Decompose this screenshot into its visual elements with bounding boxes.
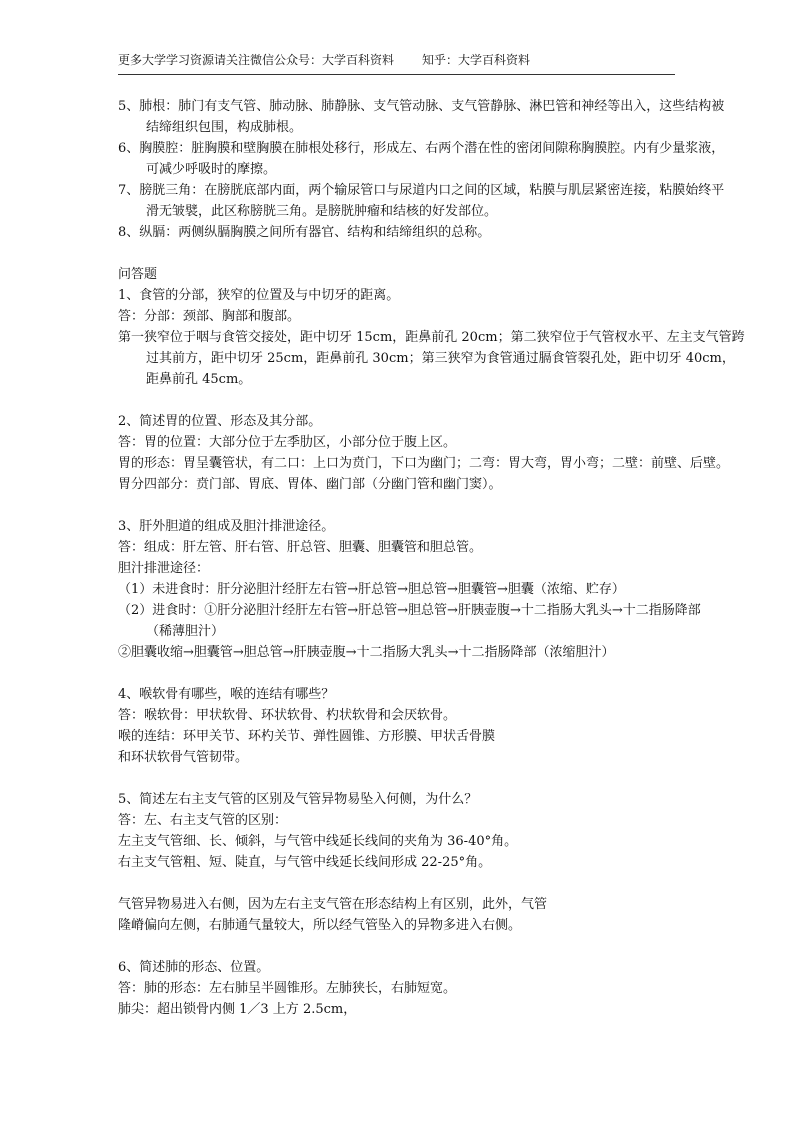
answer-line: 答：左、右主支气管的区别： [118,813,288,828]
answer-line: 距鼻前孔 45cm。 [146,372,252,387]
answer-line: 肺尖：超出锁骨内侧 1／3 上方 2.5cm， [118,1002,357,1017]
question-1 [118,285,745,390]
header-zhihu-note: 知乎：大学百科资料 [422,53,531,67]
definition-line: 滑无皱襞，此区称膀胱三角。是膀胱肿瘤和结核的好发部位。 [146,204,498,219]
question-2 [118,411,730,495]
question-text: 3、肝外胆道的组成及胆汁排泄途径。 [118,519,335,534]
question-text: 6、简述肺的形态、位置。 [118,960,270,975]
definition-6 [118,138,725,180]
section-title: 问答题 [118,267,158,282]
question-text: 4、喉软骨有哪些，喉的连结有哪些？ [118,687,335,702]
definition-line: 结缔组织包围，构成肺根。 [146,120,303,135]
answer-line: 胃的形态：胃呈囊管状，有二口：上口为贲门，下口为幽门；二弯：胃大弯，胃小弯；二壁：前壁、后壁。 [118,456,730,471]
answer-line: （1）未进食时：肝分泌胆汁经肝左右管→肝总管→胆总管→胆囊管→胆囊（浓缩、贮存） [118,582,625,597]
definition-8 [118,222,678,243]
definition-line: 8、纵膈：两侧纵膈胸膜之间所有器官、结构和结缔组织的总称。 [118,225,491,240]
answer-line: 隆嵴偏向左侧，右肺通气量较大，所以经气管坠入的异物多进入右侧。 [118,918,522,933]
answer-line: 和环状软骨气管韧带。 [118,750,249,765]
answer-line: 气管异物易进入右侧，因为左右主支气管在形态结构上有区别，此外，气管 [118,897,548,912]
answer-line: （稀薄胆汁） [146,624,225,639]
answer-line: 左主支气管细、长、倾斜，与气管中线延长线间的夹角为 36-40°角。 [118,834,518,849]
definition-5 [118,96,725,138]
question-text: 5、简述左右主支气管的区别及气管异物易坠入何侧，为什么？ [118,792,478,807]
answer-line: （2）进食时：①肝分泌胆汁经肝左右管→肝总管→胆总管→肝胰壶腹→十二指肠大乳头→十二指肠降部 [118,603,701,618]
answer-line: 右主支气管粗、短、陡直，与气管中线延长线间形成 22-25°角。 [118,855,492,870]
document-body [118,96,745,1020]
header-wechat-note: 更多大学学习资源请关注微信公众号：大学百科资料 [118,53,395,67]
definition-line: 7、膀胱三角：在膀胱底部内面，两个输尿管口与尿道内口之间的区域，粘膜与肌层紧密连接，粘膜始终平 [118,183,725,198]
definition-line: 可减少呼吸时的摩擦。 [146,162,277,177]
answer-line: 胃分四部分：贲门部、胃底、胃体、幽门部（分幽门管和幽门窦）。 [118,477,502,492]
definition-7 [118,180,725,222]
question-5 [118,789,678,936]
answer-line: 答：分部：颈部、胸部和腹部。 [118,309,301,324]
page-header [118,52,675,75]
definition-line: 5、肺根：肺门有支气管、肺动脉、肺静脉、支气管动脉、支气管静脉、淋巴管和神经等出入，这些结构被 [118,99,725,114]
answer-line: 第一狭窄位于咽与食管交接处，距中切牙 15cm，距鼻前孔 20cm；第二狭窄位于气管杈水平、左主支气管跨 [118,330,745,345]
answer-line: ②胆囊收缩→胆囊管→胆总管→肝胰壶腹→十二指肠大乳头→十二指肠降部（浓缩胆汁） [118,645,615,660]
question-4 [118,684,678,768]
question-text: 1、食管的分部，狭窄的位置及与中切牙的距离。 [118,288,400,303]
question-6 [118,957,678,1020]
answer-line: 过其前方，距中切牙 25cm，距鼻前孔 30cm；第三狭窄为食管通过膈食管裂孔处，距中切牙 40cm， [146,351,735,366]
answer-line: 喉的连结：环甲关节、环杓关节、弹性圆锥、方形膜、甲状舌骨膜 [118,729,496,744]
answer-line: 答：喉软骨：甲状软骨、环状软骨、杓状软骨和会厌软骨。 [118,708,457,723]
question-3 [118,516,701,663]
answer-line: 胆汁排泄途径： [118,561,210,576]
answer-line: 答：肺的形态：左右肺呈半圆锥形。左肺狭长，右肺短宽。 [118,981,457,996]
answer-line: 答：胃的位置：大部分位于左季肋区，小部分位于腹上区。 [118,435,457,450]
question-text: 2、简述胃的位置、形态及其分部。 [118,414,322,429]
definition-line: 6、胸膜腔：脏胸膜和壁胸膜在肺根处移行，形成左、右两个潜在性的密闭间隙称胸膜腔。内有少量浆液， [118,141,725,156]
answer-line: 答：组成：肝左管、肝右管、肝总管、胆囊、胆囊管和胆总管。 [118,540,483,555]
